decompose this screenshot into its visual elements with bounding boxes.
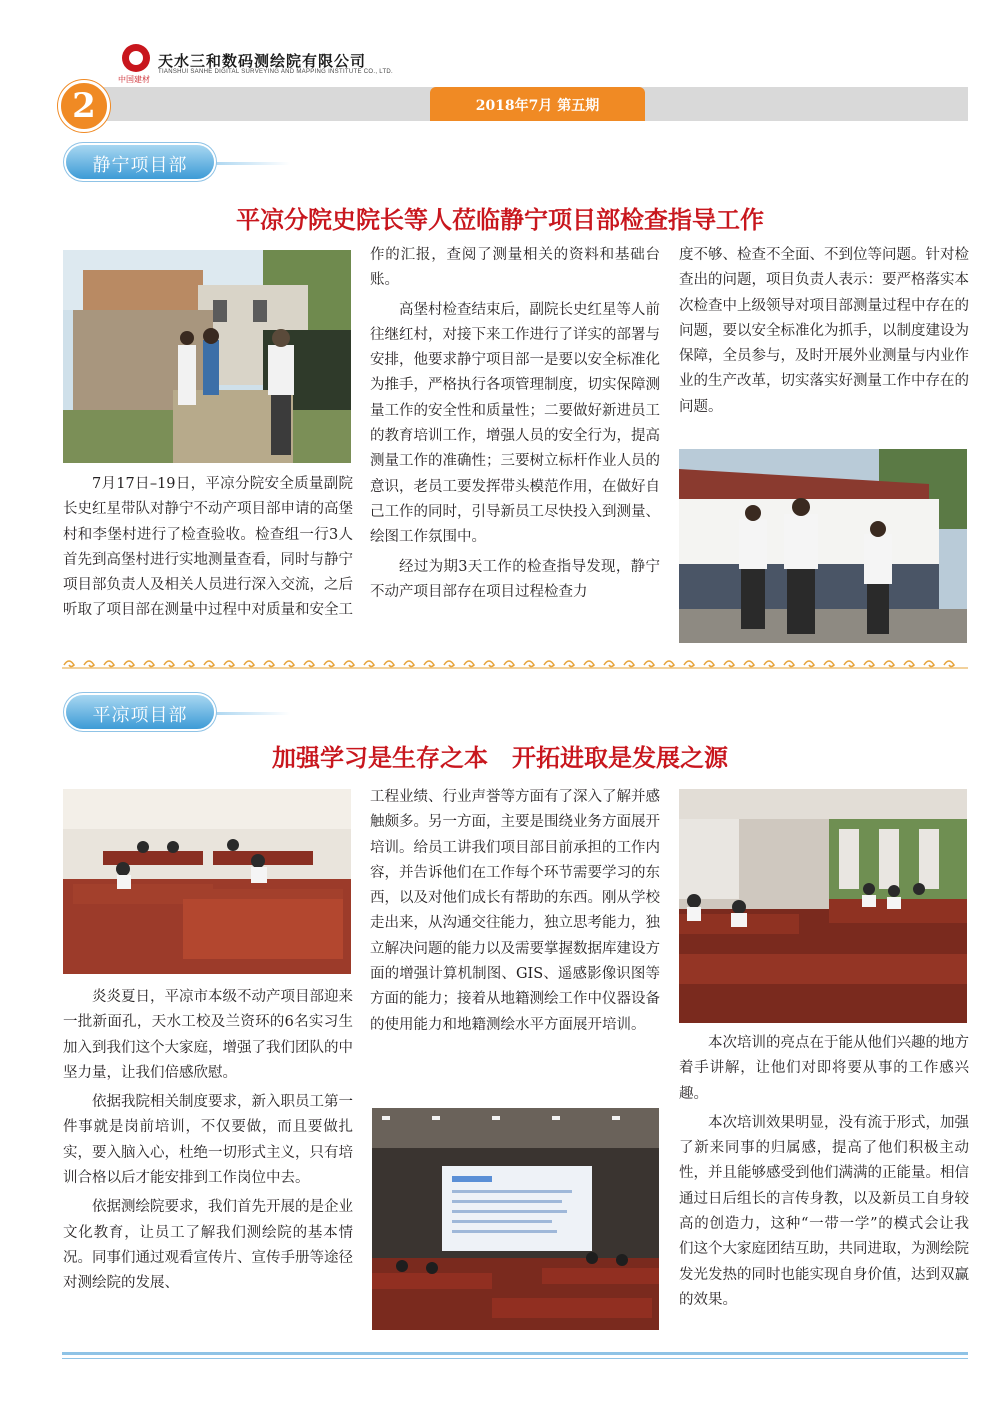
article2-paragraph: 工程业绩、行业声誉等方面有了深入了解并感触颇多。另一方面，主要是围绕业务方面展开培训。给员工讲我们项目部目前承担的工作内容，并告诉他们在工作每个环节需要学习的东西，以及对他们成长有帮助的东西。刚从学校走出来，从沟通交往能力，独立思考能力，独立解决问题的能力以及需要掌握数据库建设方面的增强计算机制图、GIS、遥感影像识图等方面的能力；接着从地籍测绘工作中仪器设备的使用能力和地籍测绘水平方面展开培训。 <box>370 789 660 1033</box>
article2-paragraph: 依据我院相关制度要求，新入职员工第一件事就是岗前培训，不仅要做，而且要做扎实，要入脑入心，杜绝一切形式主义，只有培训合格以后才能安排到工作岗位中去。 <box>63 1094 353 1187</box>
article2-paragraph: 依据测绘院要求，我们首先开展的是企业文化教育，让员工了解我们测绘院的基本情况。同事们通过观看宣传片、宣传手册等途径对测绘院的发展、 <box>63 1199 353 1292</box>
article-title-1: 平凉分院史院长等人莅临静宁项目部检查指导工作 <box>236 206 764 234</box>
article2-column2 <box>370 785 660 1038</box>
issue-tab <box>430 87 645 121</box>
article1-column1 <box>63 472 353 624</box>
article1-paragraph: 高堡村检查结束后，副院长史红星等人前往继红村，对接下来工作进行了详实的部署与安排，他要求静宁项目部一是要以安全标准化为推手，严格执行各项管理制度，切实保障测量工作的安全性和质量性；二要做好新进员工的教育培训工作，增强人员的安全行为，提高测量工作的准确性；三要树立标杆作业人员的意识，老员工要发挥带头模范作用，在做好自己工作的同时，引导新员工尽快投入到测量、绘图工作氛围中。 <box>370 301 660 546</box>
article2-paragraph: 炎炎夏日，平凉市本级不动产项目部迎来一批新面孔，天水工校及兰资环的6名实习生加入到我们这个大家庭，增强了我们团队的中坚力量，让我们倍感欣慰。 <box>63 989 353 1081</box>
section-divider <box>62 655 968 669</box>
photo-wall-inspection <box>679 449 967 643</box>
article2-paragraph: 本次培训效果明显，没有流于形式，加强了新来同事的归属感，提高了他们积极主动性，并且能够感受到他们满满的正能量。相信通过日后组长的言传身教，以及新员工自身较高的创造力，这种“一带一学”的模式会让我们这个大家庭团结互助，共同进取，为测绘院发光发热的同时也能实现自身价值，达到双赢的效果。 <box>679 1114 969 1308</box>
article1-paragraph: 经过为期3天工作的检查指导发现，静宁不动产项目部存在项目过程检查力 <box>370 558 660 600</box>
issue-label: 2018年7月 第五期 <box>475 98 600 114</box>
photo-conference-room <box>679 789 967 1023</box>
article-title-2: 加强学习是生存之本 开拓进取是发展之源 <box>272 744 728 772</box>
footer-rule-thin <box>62 1358 968 1359</box>
page-number: 2 <box>72 86 96 126</box>
article1-paragraph: 度不够、检查不全面、不到位等问题。针对检查出的问题，项目负责人表示：要严格落实本次检查中上级领导对项目部测量过程中存在的问题，要以安全标准化为抓手，以制度建设为保障，全员参与，及时开展外业测量与内业作业的生产改革，切实落实好测量工作中存在的问题。 <box>679 247 969 415</box>
article1-column2 <box>370 243 660 605</box>
footer-rule <box>62 1352 968 1355</box>
article1-paragraph: 作的汇报，查阅了测量相关的资料和基础台账。 <box>370 247 660 289</box>
page-number-badge <box>58 80 110 132</box>
photo-projector-lecture <box>372 1108 659 1330</box>
section-badge-pingliang <box>66 695 214 729</box>
section-badge-jingning <box>66 145 214 179</box>
article2-column3 <box>679 1031 969 1313</box>
company-name-en: TIANSHUI SANHE DIGITAL SURVEYING AND MAPPING INSTITUTE CO., LTD. <box>158 69 394 75</box>
article1-column3 <box>679 243 969 420</box>
company-logo-icon <box>122 44 150 72</box>
article1-paragraph: 7月17日–19日，平凉分院安全质量副院长史红星带队对静宁不动产项目部申请的高堡村和李堡村进行了检查验收。检查组一行3人首先到高堡村进行实地测量查看，同时与静宁项目部负责人及相关人员进行深入交流，之后听取了项目部在测量中过程中对质量和安全工 <box>63 476 353 619</box>
photo-village-survey <box>63 250 351 463</box>
photo-classroom-training <box>63 789 351 974</box>
article2-paragraph: 本次培训的亮点在于能从他们兴趣的地方着手讲解，让他们对即将要从事的工作感兴趣。 <box>679 1035 969 1102</box>
logo-subtitle: 中国建材 <box>118 75 150 84</box>
section-badge-label: 平凉项目部 <box>92 705 188 726</box>
article2-column1 <box>63 985 353 1297</box>
company-name: 天水三和数码测绘院有限公司 <box>158 53 367 70</box>
section-badge-label: 静宁项目部 <box>92 155 188 176</box>
